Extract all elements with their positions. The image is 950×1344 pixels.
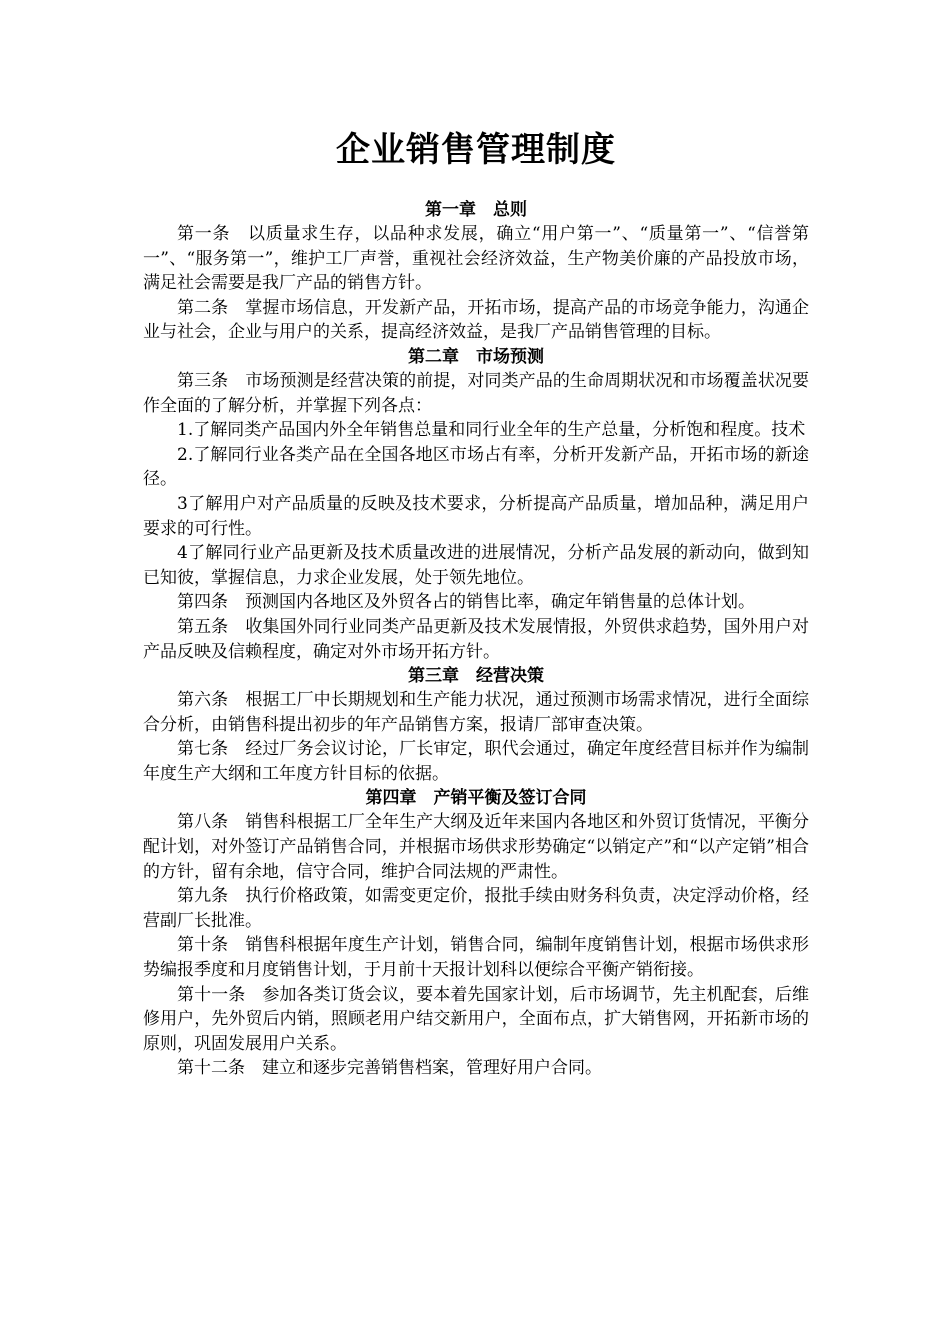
article-paragraph: 第二条 掌握市场信息，开发新产品，开拓市场，提高产品的市场竞争能力，沟通企业与社会，企业与用户的关系，提高经济效益，是我厂产品销售管理的目标。 [143,297,809,343]
chapter-heading: 第二章 市场预测 [408,346,544,367]
chapter-2 [143,345,809,664]
article-paragraph: 第十二条 建立和逐步完善销售档案，管理好用户合同。 [177,1058,602,1079]
document-title: 企业销售管理制度 [336,130,616,170]
chapter-heading: 第一章 总则 [425,200,527,220]
list-item-paragraph: 2.了解同行业各类产品在全国各地区市场占有率，分析开发新产品，开拓市场的新途径。 [143,444,809,490]
chapter-4 [143,786,809,1081]
article-paragraph: 第七条 经过厂务会议讨论，厂长审定，职代会通过，确定年度经营目标并作为编制年度生产大纲和工年度方针目标的依据。 [143,739,809,784]
chapter-3 [143,664,809,786]
list-item-paragraph: 3了解用户对产品质量的反映及技术要求，分析提高产品质量，增加品种，满足用户要求的可行性。 [143,493,809,539]
article-paragraph: 第十条 销售科根据年度生产计划，销售合同，编制年度销售计划，根据市场供求形势编报季度和月度销售计划，于月前十天报计划科以便综合平衡产销衔接。 [143,935,809,981]
article-paragraph: 第一条 以质量求生存，以品种求发展，确立“用户第一”、“质量第一”、“信誉第一”、“服务第一”，维护工厂声誉，重视社会经济效益，生产物美价廉的产品投放市场，满足社会需要是我厂产品的销售方针。 [143,224,809,294]
list-item-paragraph: 1.了解同类产品国内外全年销售总量和同行业全年的生产总量，分析饱和程度。技术 [177,420,806,441]
document-page [143,128,809,1081]
article-paragraph: 第五条 收集国外同行业同类产品更新及技术发展情报，外贸供求趋势，国外用户对产品反映及信赖程度，确定对外市场开拓方针。 [143,616,809,662]
chapter-heading: 第三章 经营决策 [408,666,544,687]
chapter-1 [143,198,809,345]
article-paragraph: 第四条 预测国内各地区及外贸各占的销售比率，确定年销售量的总体计划。 [177,592,755,613]
article-paragraph: 第八条 销售科根据工厂全年生产大纲及近年来国内各地区和外贸订货情况，平衡分配计划，对外签订产品销售合同，并根据市场供求形势确定“以销定产”和“以产定销”相合的方针，留有余地，信守合同，维护合同法规的严肃性。 [143,812,809,882]
article-paragraph: 第九条 执行价格政策，如需变更定价，报批手续由财务科负责，决定浮动价格，经营副厂长批准。 [143,886,809,931]
article-paragraph: 第六条 根据工厂中长期规划和生产能力状况，通过预测市场需求情况，进行全面综合分析，由销售科提出初步的年产品销售方案，报请厂部审查决策。 [143,690,809,735]
article-paragraph: 第三条 市场预测是经营决策的前提，对同类产品的生命周期状况和市场覆盖状况要作全面的了解分析，并掌握下列各点： [143,370,809,416]
chapter-heading: 第四章 产销平衡及签订合同 [365,788,587,809]
article-paragraph: 第十一条 参加各类订货会议，要本着先国家计划，后市场调节，先主机配套，后维修用户，先外贸后内销，照顾老用户结交新用户，全面布点，扩大销售网，开拓新市场的原则，巩固发展用户关系。 [143,984,809,1054]
list-item-paragraph: 4了解同行业产品更新及技术质量改进的进展情况，分析产品发展的新动向，做到知已知彼，掌握信息，力求企业发展，处于领先地位。 [143,543,809,588]
